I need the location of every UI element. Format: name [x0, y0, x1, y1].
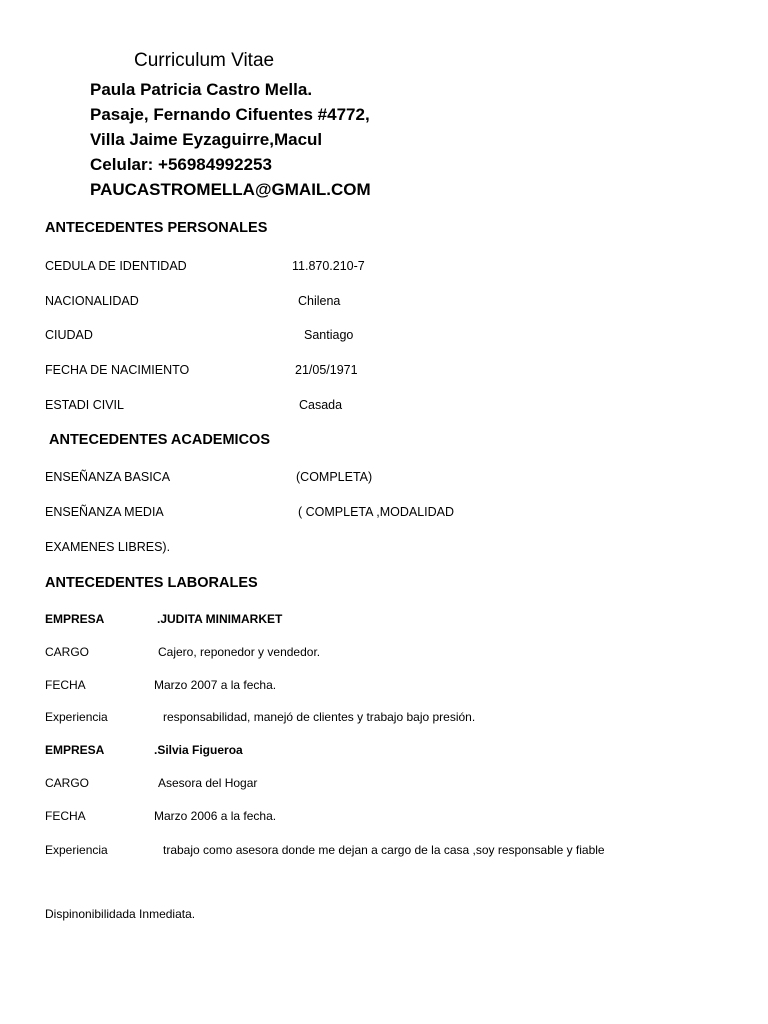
contact-phone: Celular: +56984992253: [90, 155, 272, 174]
contact-address-street: Pasaje, Fernando Cifuentes #4772,: [90, 105, 370, 124]
job1-fecha-value: Marzo 2007 a la fecha.: [154, 678, 277, 692]
personal-label-ciudad: CIUDAD: [45, 328, 93, 342]
personal-value-estado-civil: Casada: [299, 398, 343, 412]
job2-experiencia-label: Experiencia: [45, 843, 108, 857]
cv-title: Curriculum Vitae: [134, 50, 275, 71]
job2-cargo-label: CARGO: [45, 776, 90, 790]
job1-cargo-value: Cajero, reponedor y vendedor.: [158, 645, 321, 659]
academic-value-media: ( COMPLETA ,MODALIDAD: [298, 505, 455, 519]
personal-label-fecha-nacimiento: FECHA DE NACIMIENTO: [45, 363, 190, 377]
availability-note: Dispinonibilidada Inmediata.: [45, 907, 196, 921]
section-heading-personal: ANTECEDENTES PERSONALES: [45, 220, 268, 236]
section-heading-academic: ANTECEDENTES ACADEMICOS: [49, 432, 271, 448]
job1-empresa-value: .JUDITA MINIMARKET: [157, 612, 283, 626]
job1-fecha-label: FECHA: [45, 678, 86, 692]
job2-experiencia-value: trabajo como asesora donde me dejan a cargo de la casa ,soy responsable y fiable: [163, 843, 605, 857]
job2-fecha-value: Marzo 2006 a la fecha.: [154, 809, 277, 823]
job1-experiencia-value: responsabilidad, manejó de clientes y trabajo bajo presión.: [163, 710, 476, 724]
job2-empresa-value: .Silvia Figueroa: [154, 743, 243, 757]
contact-address-area: Villa Jaime Eyzaguirre,Macul: [90, 130, 323, 149]
personal-label-estado-civil: ESTADI CIVIL: [45, 398, 124, 412]
academic-label-basica: ENSEÑANZA BASICA: [45, 470, 171, 484]
academic-label-media: ENSEÑANZA MEDIA: [45, 505, 164, 519]
contact-name: Paula Patricia Castro Mella.: [90, 80, 313, 99]
contact-email: PAUCASTROMELLA@GMAIL.COM: [90, 180, 371, 199]
personal-value-ciudad: Santiago: [304, 328, 354, 342]
personal-value-nacionalidad: Chilena: [298, 294, 341, 308]
job2-fecha-label: FECHA: [45, 809, 86, 823]
personal-value-cedula: 11.870.210-7: [292, 259, 365, 273]
job1-experiencia-label: Experiencia: [45, 710, 108, 724]
personal-label-nacionalidad: NACIONALIDAD: [45, 294, 139, 308]
personal-label-cedula: CEDULA DE IDENTIDAD: [45, 259, 187, 273]
job1-empresa-label: EMPRESA: [45, 612, 105, 626]
job1-cargo-label: CARGO: [45, 645, 90, 659]
personal-value-fecha-nacimiento: 21/05/1971: [295, 363, 358, 377]
section-heading-work: ANTECEDENTES LABORALES: [45, 575, 258, 591]
job2-cargo-value: Asesora del Hogar: [158, 776, 258, 790]
job2-empresa-label: EMPRESA: [45, 743, 105, 757]
academic-continuation: EXAMENES LIBRES).: [45, 540, 171, 554]
academic-value-basica: (COMPLETA): [296, 470, 373, 484]
